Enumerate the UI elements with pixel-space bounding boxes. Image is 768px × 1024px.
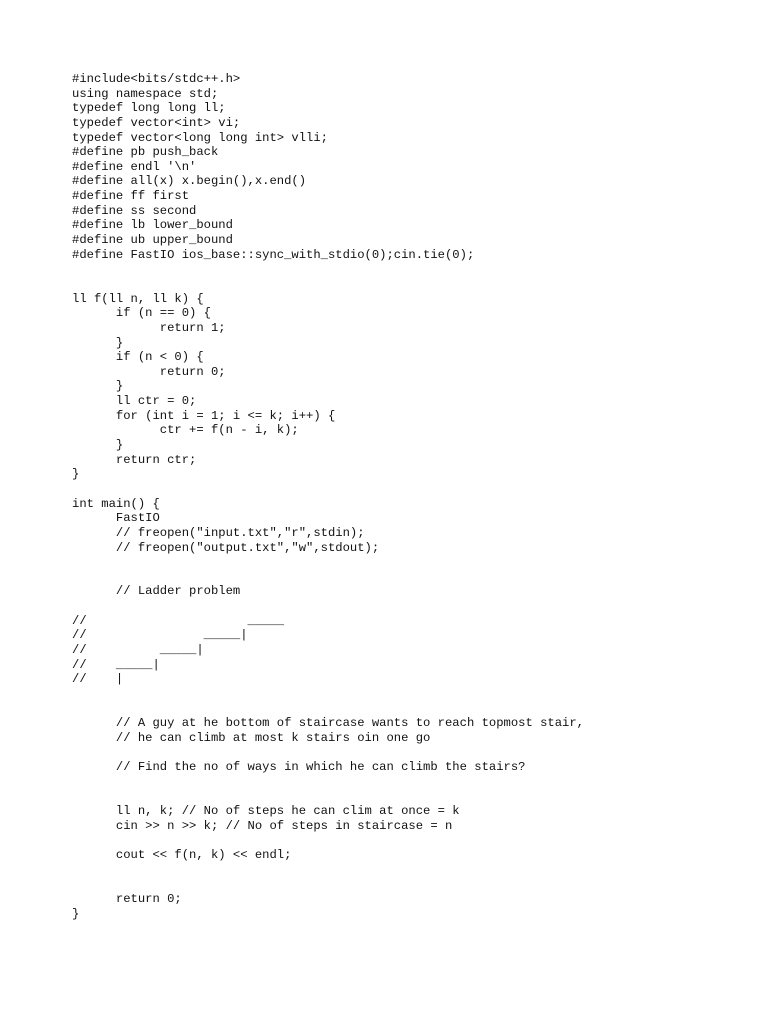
- code-line: [72, 702, 584, 717]
- code-line: [72, 277, 584, 292]
- code-line: [72, 555, 584, 570]
- code-line: // _____|: [72, 628, 248, 643]
- code-line: // _____|: [72, 642, 204, 657]
- code-line: [72, 570, 584, 585]
- code-line: ll n, k; // No of steps he can clim at once = k: [72, 804, 460, 819]
- code-line: [72, 833, 584, 848]
- code-line: }: [72, 438, 124, 453]
- code-line: #define lb lower_bound: [72, 218, 233, 233]
- code-line: typedef long long ll;: [72, 101, 226, 116]
- code-line: [72, 687, 584, 702]
- code-line: ctr += f(n - i, k);: [72, 423, 299, 438]
- code-line: typedef vector<long long int> vlli;: [72, 130, 328, 145]
- code-line: typedef vector<int> vi;: [72, 115, 241, 130]
- code-line: // freopen("input.txt","r",stdin);: [72, 525, 365, 540]
- code-line: if (n < 0) {: [72, 350, 204, 365]
- code-line: // _____: [72, 613, 285, 628]
- code-line: // |: [72, 672, 124, 687]
- code-line: ll ctr = 0;: [72, 394, 197, 409]
- code-line: cin >> n >> k; // No of steps in staircase = n: [72, 818, 453, 833]
- code-line: return 0;: [72, 364, 226, 379]
- code-line: #include<bits/stdc++.h>: [72, 72, 241, 86]
- code-line: [72, 863, 584, 878]
- code-line: // freopen("output.txt","w",stdout);: [72, 540, 380, 555]
- code-line: #define FastIO ios_base::sync_with_stdio(0);cin.tie(0);: [72, 247, 475, 262]
- code-line: }: [72, 379, 124, 394]
- code-line: #define all(x) x.begin(),x.end(): [72, 174, 307, 189]
- code-line: // Ladder problem: [72, 584, 241, 599]
- code-line: FastIO: [72, 511, 160, 526]
- code-line: return 0;: [72, 891, 182, 906]
- code-line: using namespace std;: [72, 86, 219, 101]
- code-line: [72, 877, 584, 892]
- code-line: }: [72, 467, 80, 482]
- code-line: cout << f(n, k) << endl;: [72, 847, 292, 862]
- code-line: if (n == 0) {: [72, 306, 211, 321]
- code-line: for (int i = 1; i <= k; i++) {: [72, 408, 336, 423]
- code-line: // he can climb at most k stairs oin one go: [72, 730, 431, 745]
- code-line: // Find the no of ways in which he can climb the stairs?: [72, 760, 526, 775]
- code-line: // A guy at he bottom of staircase wants to reach topmost stair,: [72, 716, 584, 731]
- code-line: #define ff first: [72, 189, 190, 204]
- code-line: [72, 262, 584, 277]
- code-line: #define ub upper_bound: [72, 233, 233, 248]
- code-line: }: [72, 335, 124, 350]
- code-line: [72, 789, 584, 804]
- code-line: ll f(ll n, ll k) {: [72, 291, 204, 306]
- code-line: #define endl '\n': [72, 159, 197, 174]
- code-line: return ctr;: [72, 452, 197, 467]
- code-line: // _____|: [72, 657, 160, 672]
- code-line: return 1;: [72, 320, 226, 335]
- code-listing: [72, 72, 584, 921]
- code-line: #define ss second: [72, 203, 197, 218]
- code-line: }: [72, 906, 80, 921]
- code-line: [72, 482, 584, 497]
- code-line: #define pb push_back: [72, 145, 219, 160]
- code-line: int main() {: [72, 496, 160, 511]
- code-line: [72, 775, 584, 790]
- code-line: [72, 745, 584, 760]
- code-line: [72, 599, 584, 614]
